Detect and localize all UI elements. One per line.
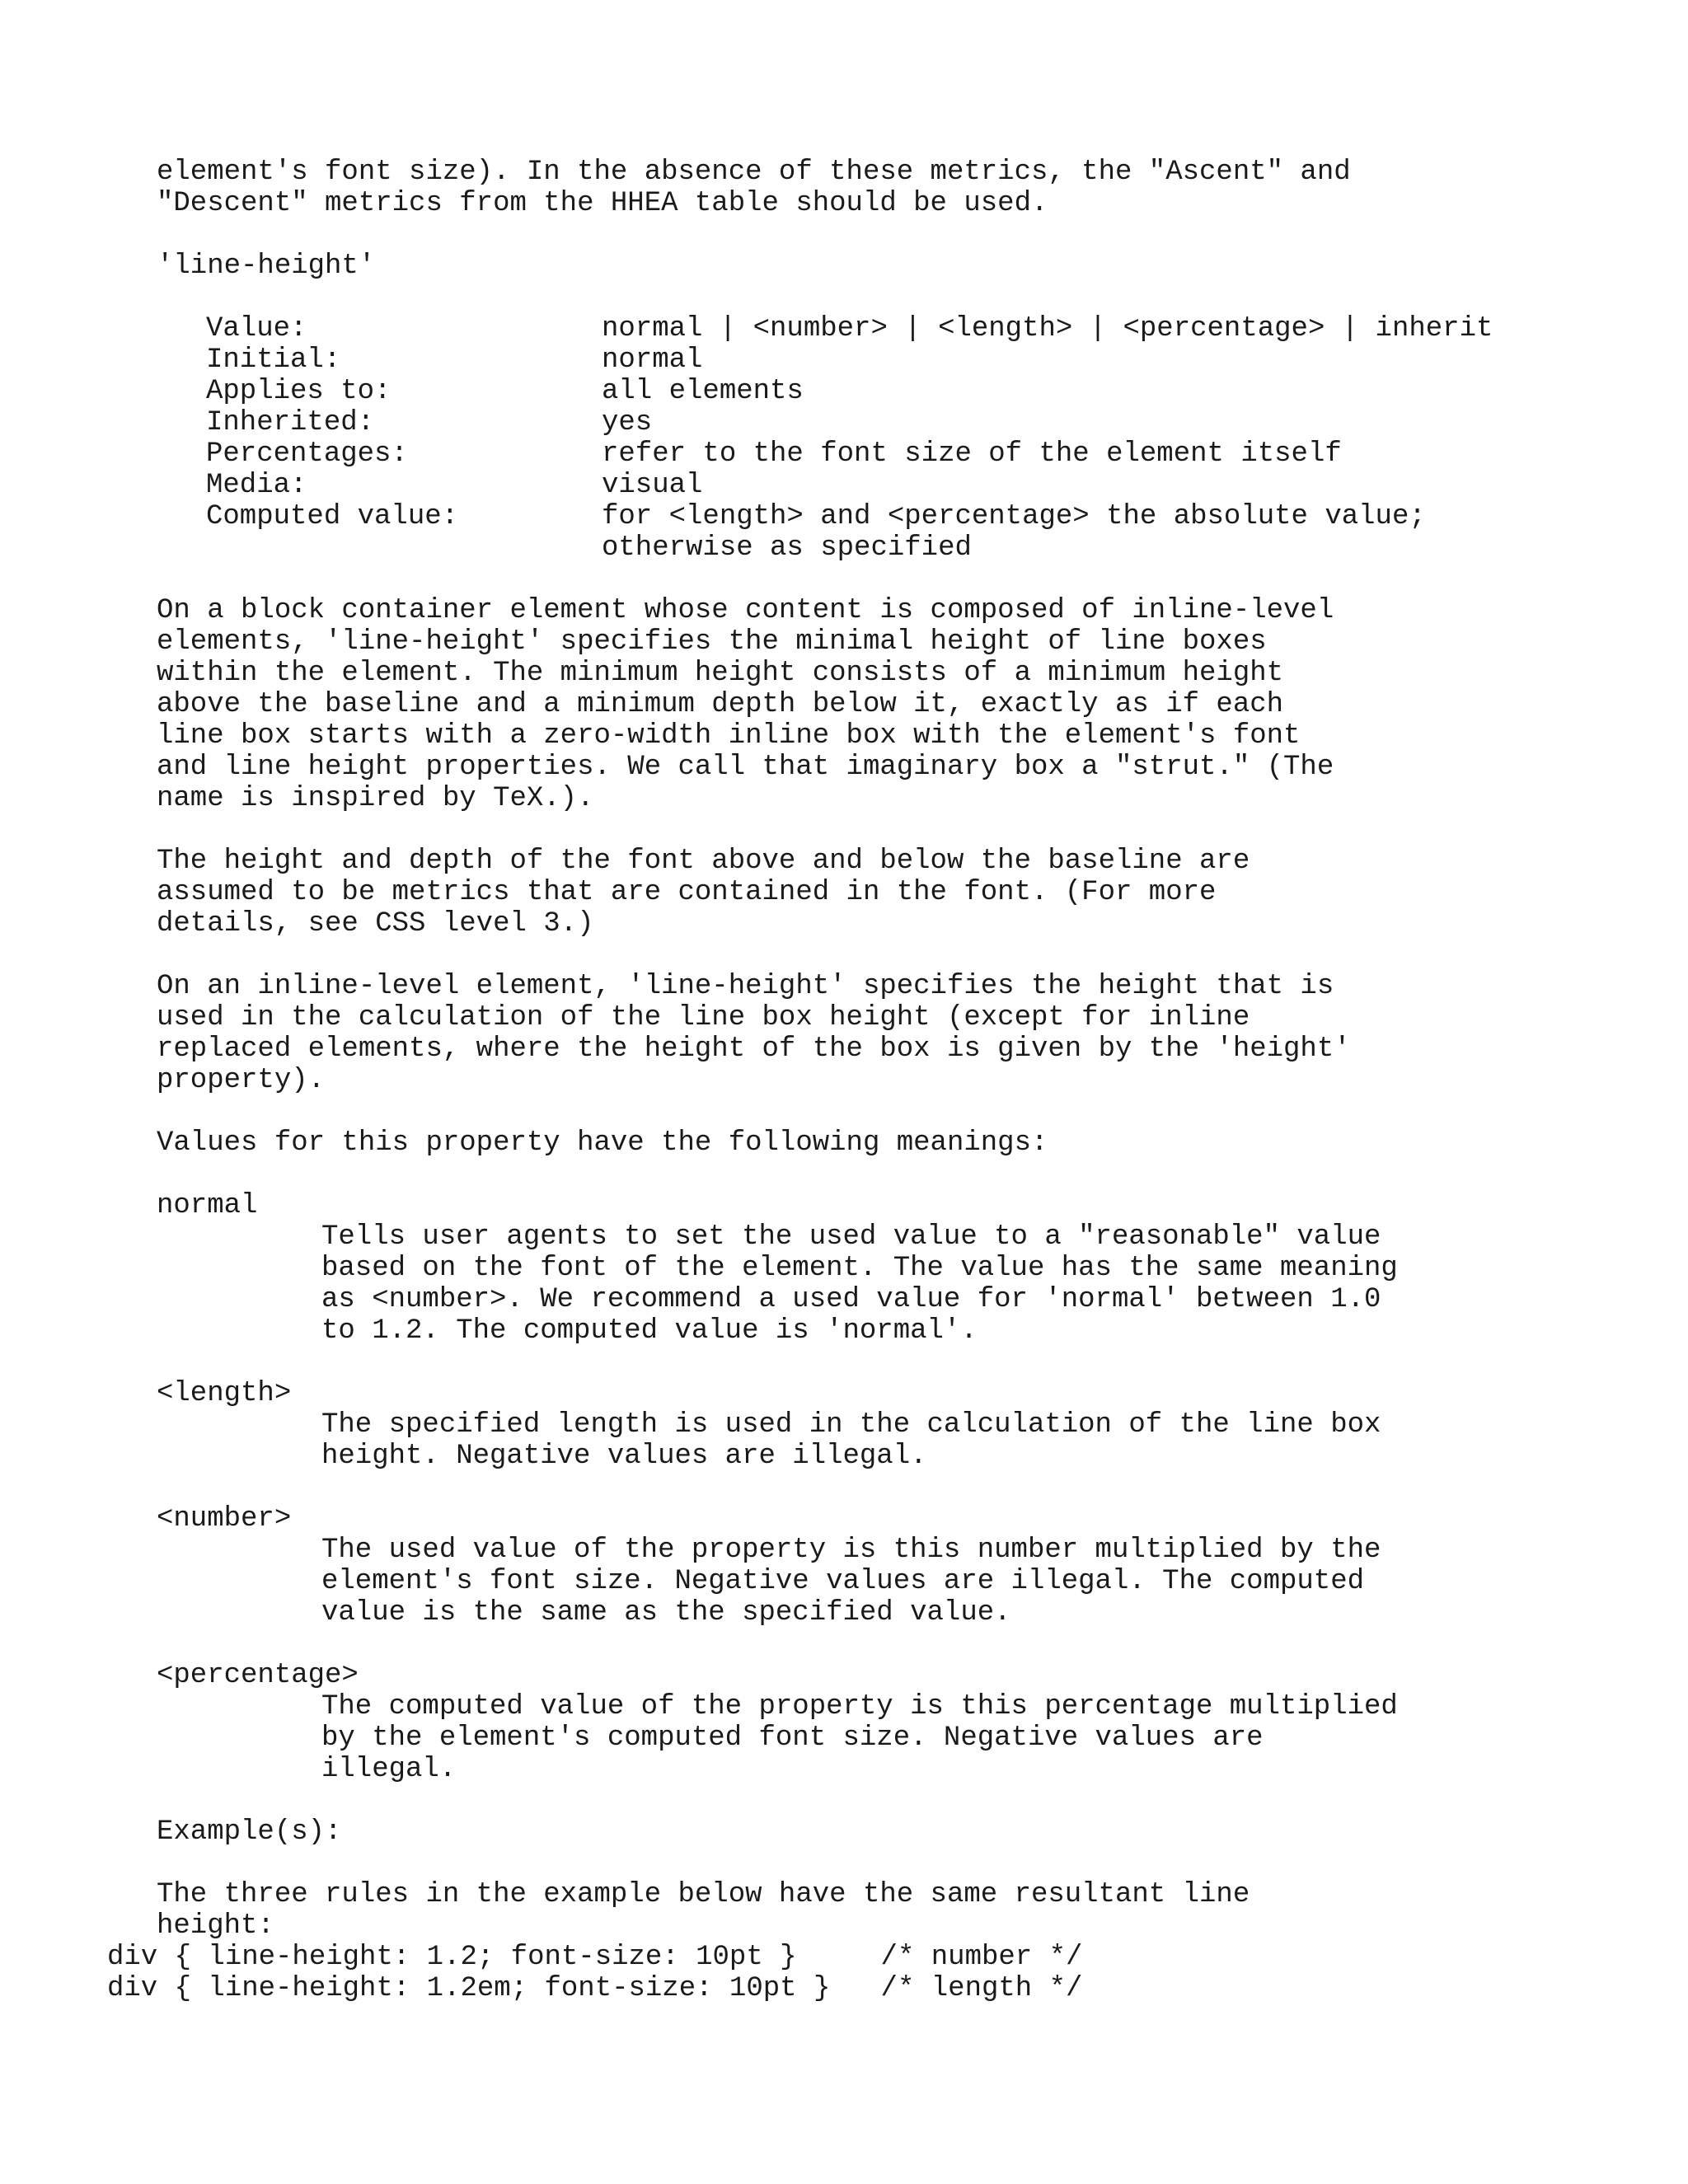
paragraph-line: name is inspired by TeX.). — [157, 783, 594, 814]
paragraph-line: On a block container element whose content is composed of inline-level — [157, 595, 1334, 626]
paragraph-line: used in the calculation of the line box height (except for inline — [157, 1002, 1250, 1033]
property-key-computed-value: Computed value: — [206, 501, 459, 532]
property-value-computed-value: for <length> and <percentage> the absolute value; — [602, 501, 1426, 532]
definition-line: The used value of the property is this number multiplied by the — [321, 1535, 1381, 1566]
paragraph-line: above the baseline and a minimum depth below it, exactly as if each — [157, 689, 1284, 720]
paragraph-line: within the element. The minimum height consists of a minimum height — [157, 658, 1284, 689]
definition-line: The computed value of the property is this percentage multiplied — [321, 1691, 1398, 1722]
definition-line: The specified length is used in the calculation of the line box — [321, 1409, 1381, 1441]
property-value-media: visual — [602, 470, 703, 501]
definition-line: illegal. — [321, 1754, 457, 1785]
definition-line: to 1.2. The computed value is 'normal'. — [321, 1315, 978, 1347]
definition-line: value is the same as the specified value. — [321, 1597, 1011, 1629]
paragraph-line: property). — [157, 1065, 326, 1096]
property-key-initial: Initial: — [206, 344, 341, 376]
definition-term-number: <number> — [157, 1503, 292, 1535]
definition-line: as <number>. We recommend a used value for 'normal' between 1.0 — [321, 1284, 1381, 1315]
definition-line: height. Negative values are illegal. — [321, 1441, 927, 1472]
property-value-applies-to: all elements — [602, 376, 804, 407]
code-line: div { line-height: 1.2em; font-size: 10pt } /* length */ — [107, 1973, 1083, 2004]
property-value-percentages: refer to the font size of the element itself — [602, 438, 1342, 470]
definition-line: element's font size. Negative values are illegal. The computed — [321, 1566, 1365, 1597]
definition-term-length: <length> — [157, 1378, 292, 1409]
property-name: 'line-height' — [157, 251, 376, 282]
example-intro-line: height: — [157, 1910, 274, 1942]
paragraph-line: line box starts with a zero-width inline box with the element's font — [157, 720, 1301, 752]
paragraph-line: The height and depth of the font above and below the baseline are — [157, 846, 1250, 877]
definition-line: based on the font of the element. The value has the same meaning — [321, 1253, 1398, 1284]
intro-line: element's font size). In the absence of these metrics, the "Ascent" and — [157, 157, 1351, 188]
property-key-value: Value: — [206, 313, 307, 344]
property-key-percentages: Percentages: — [206, 438, 408, 470]
definition-line: Tells user agents to set the used value to a "reasonable" value — [321, 1221, 1381, 1253]
paragraph-line: On an inline-level element, 'line-height' specifies the height that is — [157, 971, 1334, 1002]
property-value-computed-continuation: otherwise as specified — [602, 532, 972, 564]
property-value-value: normal | <number> | <length> | <percentage> | inherit — [602, 313, 1493, 344]
code-line: div { line-height: 1.2; font-size: 10pt } /* number */ — [107, 1942, 1083, 1973]
intro-line: "Descent" metrics from the HHEA table should be used. — [157, 188, 1048, 219]
paragraph-line: replaced elements, where the height of the box is given by the 'height' — [157, 1033, 1351, 1065]
paragraph-line: details, see CSS level 3.) — [157, 908, 594, 940]
property-value-inherited: yes — [602, 407, 653, 438]
example-label: Example(s): — [157, 1816, 342, 1848]
definition-term-normal: normal — [157, 1190, 258, 1221]
example-intro-line: The three rules in the example below have the same resultant line — [157, 1879, 1250, 1910]
property-value-initial: normal — [602, 344, 703, 376]
paragraph-line: Values for this property have the following meanings: — [157, 1127, 1048, 1159]
property-key-media: Media: — [206, 470, 307, 501]
property-key-applies-to: Applies to: — [206, 376, 392, 407]
property-key-inherited: Inherited: — [206, 407, 375, 438]
paragraph-line: and line height properties. We call that imaginary box a "strut." (The — [157, 752, 1334, 783]
definition-line: by the element's computed font size. Negative values are — [321, 1722, 1264, 1754]
definition-term-percentage: <percentage> — [157, 1660, 359, 1691]
paragraph-line: elements, 'line-height' specifies the minimal height of line boxes — [157, 626, 1267, 658]
paragraph-line: assumed to be metrics that are contained in the font. (For more — [157, 877, 1217, 908]
